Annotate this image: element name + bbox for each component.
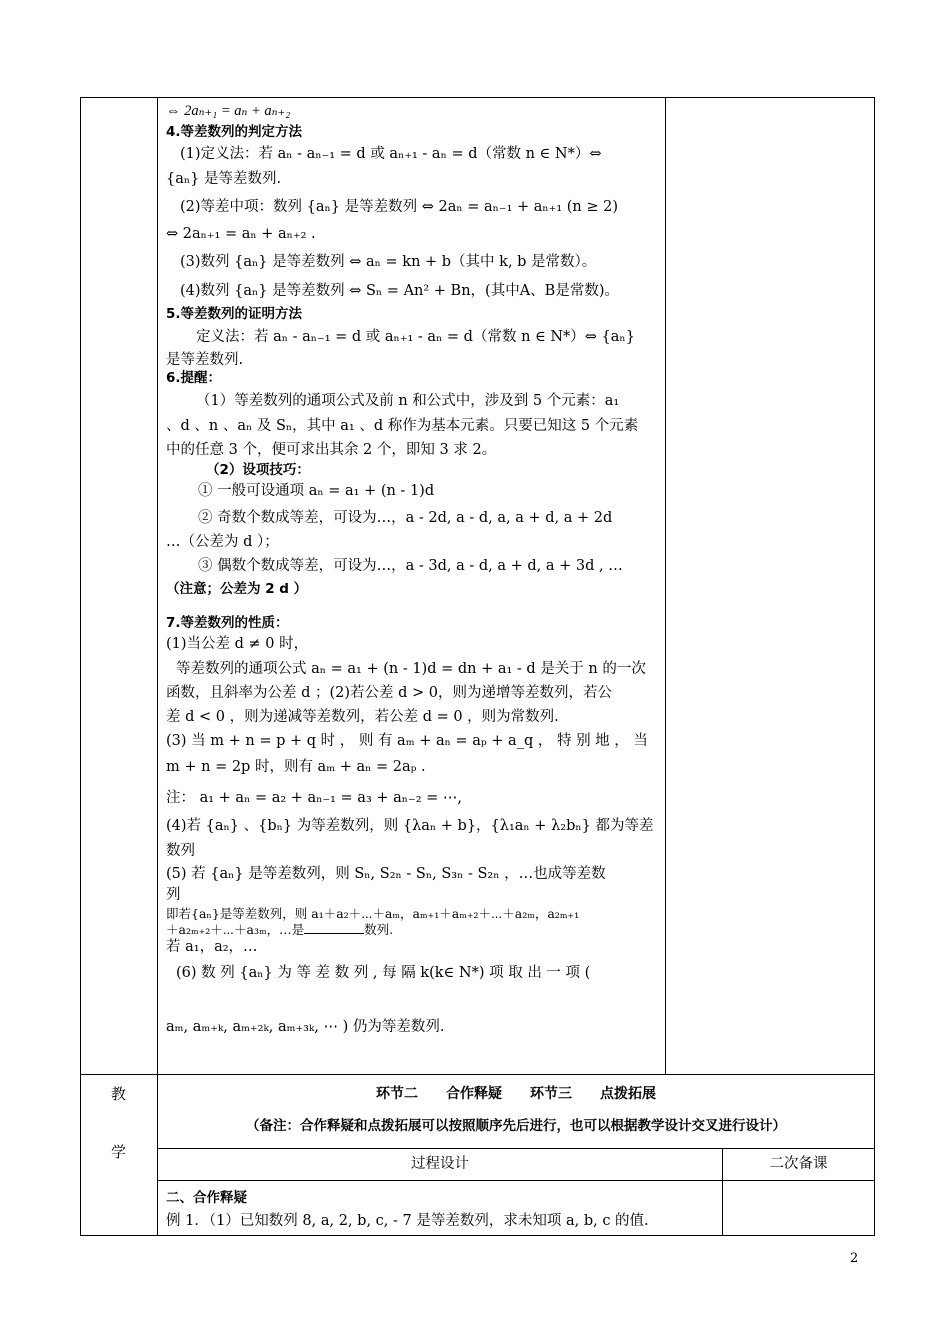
header-secondary-prep: 二次备课 [769, 1156, 828, 1172]
note-common-difference: （注意；公差为 2 d ） [166, 581, 308, 597]
text-line: 中的任意 3 个，便可求出其余 2 个，即知 3 求 2。 [166, 442, 497, 458]
text-line: (3)数列 {aₙ} 是等差数列 ⇔ aₙ = kn + b（其中 k, b 是常数）。 [180, 254, 597, 270]
example-1: 例 1．（1）已知数列 8, a, 2, b, c, - 7 是等差数列，求未知项 a, b, c 的值. [166, 1213, 649, 1229]
text-line: (1)当公差 d ≠ 0 时， [166, 636, 309, 652]
remark-note: （备注：合作释疑和点拨拓展可以按照顺序先后进行，也可以根据教学设计交叉进行设计） [246, 1118, 786, 1134]
upper-content-divider [665, 97, 666, 1074]
heading-properties: 7.等差数列的性质： [166, 615, 289, 631]
text-line: 定义法：若 aₙ - aₙ₋₁ = d 或 aₙ₊₁ - aₙ = d（常数 n ∈ N*）⇔ {aₙ} [196, 329, 635, 345]
heading-judge-method: 4.等差数列的判定方法 [166, 124, 303, 140]
fill-in-blank [304, 921, 364, 934]
page-number: 2 [850, 1251, 859, 1266]
text-line: （1）等差数列的通项公式及前 n 和公式中，涉及到 5 个元素：a₁ [196, 393, 620, 409]
text-line: (3) 当 m + n = p + q 时 ， 则 有 aₘ + aₙ = aₚ + a_q ， 特 别 地 ， 当 [166, 733, 648, 749]
text-line: aₘ, aₘ₊ₖ, aₘ₊₂ₖ, aₘ₊₃ₖ, ⋯ ) 仍为等差数列. [166, 1019, 445, 1035]
text-line: 差 d < 0 ，则为递减等差数列，若公差 d = 0 ，则为常数列. [166, 709, 559, 725]
text-line: (1)定义法：若 aₙ - aₙ₋₁ = d 或 aₙ₊₁ - aₙ = d（常数 n ∈ N*）⇔ [180, 146, 602, 162]
text-line: ⇔ 2aₙ₊₁ = aₙ + aₙ₊₂ [166, 103, 291, 119]
label-xue: 学 [111, 1143, 127, 1161]
header-row-top [157, 1148, 875, 1149]
section-divider [80, 1074, 875, 1075]
heading-reminder: 6.提醒： [166, 370, 222, 386]
text-line: ② 奇数个数成等差，可设为…，a - 2d, a - d, a, a + d, a + 2d [198, 510, 613, 526]
heading-proof-method: 5.等差数列的证明方法 [166, 306, 303, 322]
table-right-border [874, 97, 875, 1236]
text-line: (4)数列 {aₙ} 是等差数列 ⇔ Sₙ = An² + Bn，(其中A、B是常数)。 [180, 283, 619, 299]
text-line: 是等差数列. [166, 352, 244, 368]
text-line: 列 [166, 887, 181, 903]
text-line: (4)若 {aₙ} 、{bₙ} 为等差数列，则 {λaₙ + b}，{λ₁aₙ + λ₂bₙ} 都为等差 [166, 818, 654, 834]
table-left-border [80, 97, 81, 1236]
label-jiao: 教 [111, 1085, 127, 1103]
table-top-border [80, 97, 875, 98]
text-line: 即若{aₙ}是等差数列，则 a₁＋a₂＋⋯＋aₘ，aₘ₊₁＋aₘ₊₂＋⋯＋a₂ₘ，a₂ₘ₊₁ [166, 906, 580, 921]
section-heading: 环节二 合作释疑 环节三 点拨拓展 [376, 1086, 656, 1102]
subheading-term-tricks: （2）设项技巧： [206, 462, 310, 478]
text-line: 注： a₁ + aₙ = a₂ + aₙ₋₁ = a₃ + aₙ₋₂ = ⋯, [166, 790, 462, 806]
text-line: 数列 [166, 843, 195, 859]
text-line: 若 a₁，a₂，… [166, 939, 258, 955]
heading-cooperative: 二、合作释疑 [166, 1190, 247, 1206]
table-bottom-border [80, 1235, 875, 1236]
text-line: (6) 数 列 {aₙ} 为 等 差 数 列 , 每 隔 k(k∈ N*) 项 取 出 一 项 ( [176, 965, 591, 981]
header-process-design: 过程设计 [411, 1156, 469, 1172]
text-line: 等差数列的通项公式 aₙ = a₁ + (n - 1)d = dn + a₁ - d 是关于 n 的一次 [176, 661, 646, 677]
text-line: (5) 若 {aₙ} 是等差数列，则 Sₙ, S₂ₙ - Sₙ, S₃ₙ - S₂ₙ ，…也成等差数 [166, 866, 606, 882]
text-line: 、d 、n 、aₙ 及 Sₙ，其中 a₁ 、d 称作为基本元素。只要已知这 5 个元素 [166, 418, 639, 434]
text-line: m + n = 2p 时，则有 aₘ + aₙ = 2aₚ . [166, 759, 426, 775]
text-line: ③ 偶数个数成等差，可设为…，a - 3d, a - d, a + d, a + 3d , … [198, 558, 623, 574]
left-column-divider [157, 97, 158, 1236]
text-line: {aₙ} 是等差数列. [166, 171, 282, 187]
header-row-bottom [157, 1180, 875, 1181]
text-line: (2)等差中项：数列 {aₙ} 是等差数列 ⇔ 2aₙ = aₙ₋₁ + aₙ₊₁ (n ≥ 2) [180, 199, 618, 215]
text-line: 函数，且斜率为公差 d ；(2)若公差 d > 0，则为递增等差数列，若公 [166, 685, 613, 701]
text-line: ＋a₂ₘ₊₂＋⋯＋a₃ₘ，…是 数列. [166, 922, 394, 937]
text-line: …（公差为 d ）； [166, 534, 279, 550]
text-line: ⇔ 2aₙ₊₁ = aₙ + aₙ₊₂ . [166, 226, 316, 242]
text-line: ① 一般可设通项 aₙ = a₁ + (n - 1)d [198, 483, 435, 499]
